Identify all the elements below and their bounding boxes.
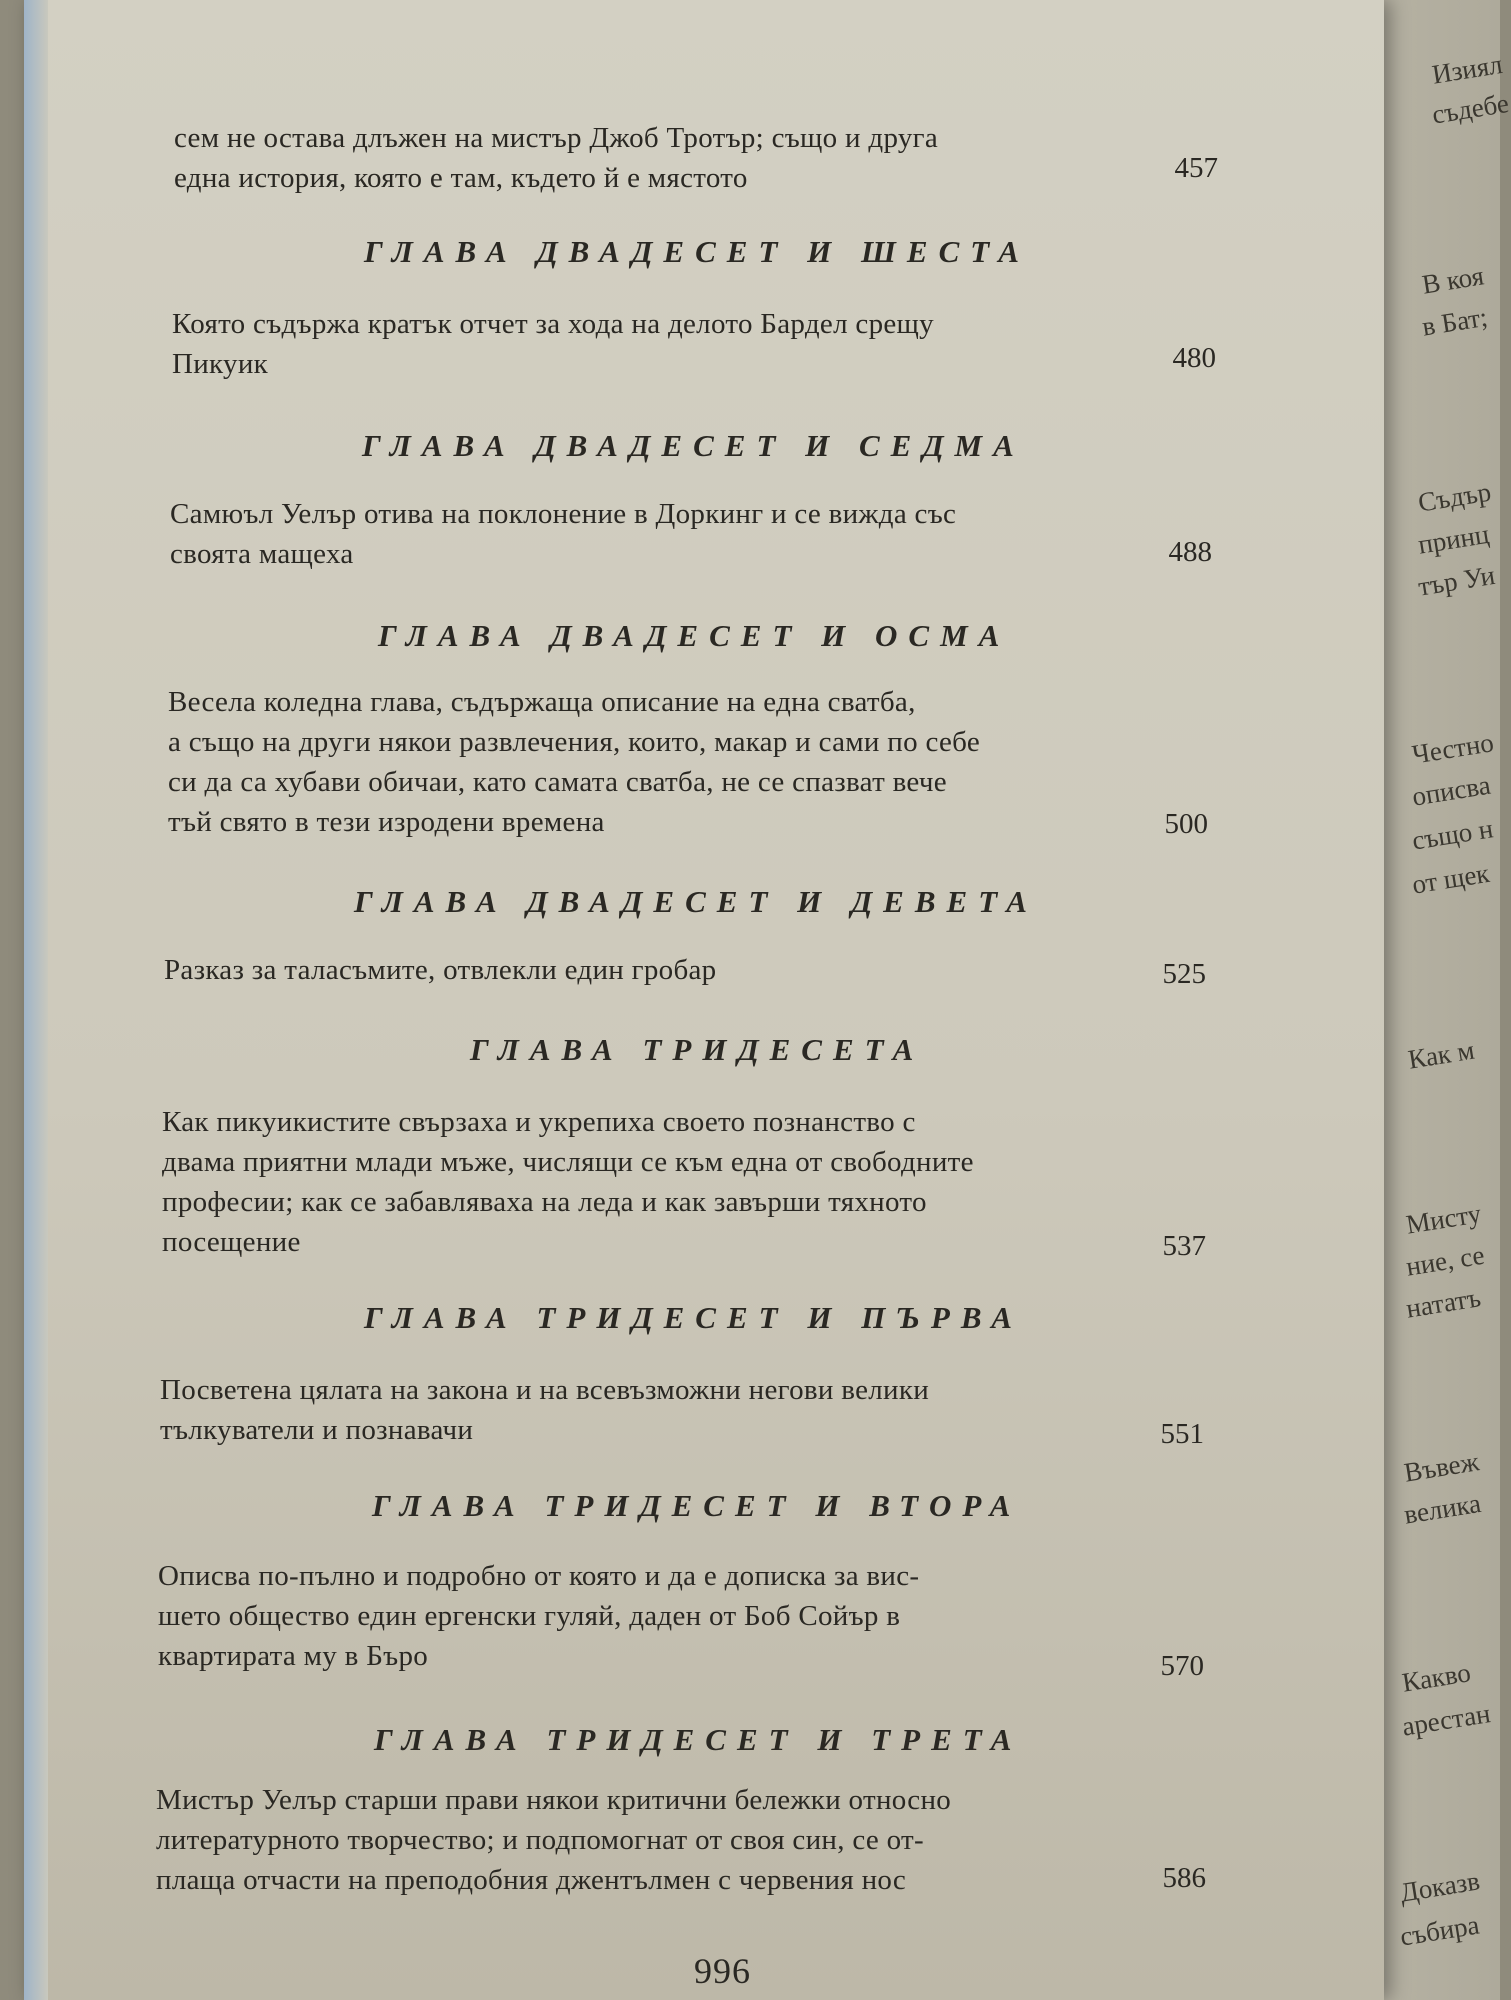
page-ref: 586 bbox=[1162, 1862, 1206, 1894]
entry-line: тъй свято в тези изродени времена bbox=[168, 806, 605, 838]
entry-line: тълкуватели и познавачи bbox=[160, 1414, 474, 1446]
right-page-fragment: Честно bbox=[1410, 727, 1496, 770]
entry-text bbox=[168, 682, 1168, 842]
entry-text bbox=[172, 304, 1172, 384]
chapter-heading: ГЛАВА ДВАДЕСЕТ И ДЕВЕТА bbox=[354, 884, 1038, 919]
page-ref: 457 bbox=[1174, 152, 1218, 184]
right-page-fragment: ние, се bbox=[1404, 1239, 1487, 1282]
page-edge bbox=[24, 0, 48, 2000]
chapter-heading: ГЛАВА ДВАДЕСЕТ И ОСМА bbox=[378, 618, 1011, 653]
right-page-fragment: тър Уи bbox=[1416, 559, 1497, 602]
entry-line: Как пикуикистите свързаха и укрепиха своето познанство с bbox=[162, 1106, 916, 1138]
chapter-heading: ГЛАВА ТРИДЕСЕТА bbox=[470, 1032, 925, 1067]
entry-text bbox=[174, 118, 1174, 198]
entry-line: Самюъл Уелър отива на поклонение в Доркинг и се вижда със bbox=[170, 498, 957, 530]
right-page-fragment: Мисту bbox=[1404, 1198, 1484, 1240]
page-ref: 570 bbox=[1160, 1650, 1204, 1682]
right-page-fragment: Доказв bbox=[1398, 1865, 1482, 1908]
page-number: 996 bbox=[694, 1951, 751, 1991]
page-ref: 551 bbox=[1160, 1418, 1204, 1450]
entry-line: Весела коледна глава, съдържаща описание на една сватба, bbox=[168, 686, 916, 718]
page-ref: 500 bbox=[1164, 808, 1208, 840]
right-page-fragment: принц bbox=[1416, 518, 1492, 560]
entry-line: една история, която е там, където й е мястото bbox=[174, 162, 748, 194]
chapter-heading: ГЛАВА ТРИДЕСЕТ И ПЪРВА bbox=[364, 1300, 1023, 1335]
right-page-fragment: събира bbox=[1398, 1909, 1482, 1952]
entry-line: литературното творчество; и подпомогнат от своя син, се от- bbox=[156, 1824, 924, 1856]
right-page-fragment: Какво bbox=[1400, 1657, 1473, 1698]
contents-page bbox=[24, 0, 1384, 2000]
entry-line: своята мащеха bbox=[170, 538, 354, 570]
entry-line: плаща отчасти на преподобния джентълмен с червения нос bbox=[156, 1864, 907, 1896]
entry-text bbox=[164, 950, 1164, 990]
entry-line: Разказ за таласъмите, отвлекли един гробар bbox=[164, 954, 717, 986]
right-page-fragment: В коя bbox=[1420, 260, 1486, 300]
right-page-fragment: също н bbox=[1410, 813, 1496, 856]
entry-line: професии; как се забавляваха на леда и как завърши тяхното bbox=[162, 1186, 927, 1218]
entry-line: двама приятни млади мъже, числящи се към една от свободните bbox=[162, 1146, 974, 1178]
entry-line: шето общество един ергенски гуляй, даден от Боб Сойър в bbox=[158, 1600, 901, 1632]
right-page-fragment: нататъ bbox=[1404, 1282, 1483, 1324]
entry-line: посещение bbox=[162, 1226, 301, 1258]
entry-line: сем не остава длъжен на мистър Джоб Тротър; също и друга bbox=[174, 122, 939, 154]
right-page bbox=[1390, 0, 1511, 2000]
page-ref: 525 bbox=[1162, 958, 1206, 990]
entry-line: Посветена цялата на закона и на всевъзможни негови велики bbox=[160, 1374, 930, 1406]
entry-line: а също на други някои развлечения, които, макар и сами по себе bbox=[168, 726, 981, 758]
entry-text bbox=[158, 1556, 1158, 1676]
entry-line: Описва по-пълно и подробно от която и да е дописка за вис- bbox=[158, 1560, 920, 1592]
entry-line: Която съдържа кратък отчет за хода на делото Бардел срещу bbox=[172, 308, 934, 340]
right-page-fragment: в Бат; bbox=[1420, 301, 1490, 342]
entry-line: Мистър Уелър старши прави някои критични бележки относно bbox=[156, 1784, 952, 1816]
page-ref: 480 bbox=[1172, 342, 1216, 374]
entry-text bbox=[156, 1780, 1156, 1900]
right-page-fragment: Съдър bbox=[1416, 476, 1493, 518]
entry-text bbox=[160, 1370, 1160, 1450]
right-page-fragment: Изиял bbox=[1430, 48, 1505, 90]
right-page-fragment: Как м bbox=[1406, 1034, 1477, 1075]
chapter-heading: ГЛАВА ТРИДЕСЕТ И ТРЕТА bbox=[374, 1722, 1023, 1757]
right-page-fragment: велика bbox=[1402, 1487, 1483, 1530]
page-ref: 537 bbox=[1162, 1230, 1206, 1262]
chapter-heading: ГЛАВА ДВАДЕСЕТ И ШЕСТА bbox=[364, 234, 1030, 269]
entry-line: Пикуик bbox=[172, 348, 269, 380]
right-page-fragment: Въвеж bbox=[1402, 1446, 1481, 1488]
entry-line: си да са хубави обичаи, като самата сватба, не се спазват вече bbox=[168, 766, 947, 798]
chapter-heading: ГЛАВА ДВАДЕСЕТ И СЕДМА bbox=[362, 428, 1025, 463]
entry-text bbox=[170, 494, 1170, 574]
chapter-heading: ГЛАВА ТРИДЕСЕТ И ВТОРА bbox=[372, 1488, 1022, 1523]
page-ref: 488 bbox=[1168, 536, 1212, 568]
entry-text bbox=[162, 1102, 1162, 1262]
right-page-fragment: съдебе bbox=[1430, 87, 1511, 130]
entry-line: квартирата му в Бъро bbox=[158, 1640, 429, 1672]
right-page-fragment: описва bbox=[1410, 769, 1493, 812]
right-page-fragment: от щек bbox=[1410, 857, 1492, 900]
right-page-fragment: арестан bbox=[1400, 1698, 1493, 1742]
